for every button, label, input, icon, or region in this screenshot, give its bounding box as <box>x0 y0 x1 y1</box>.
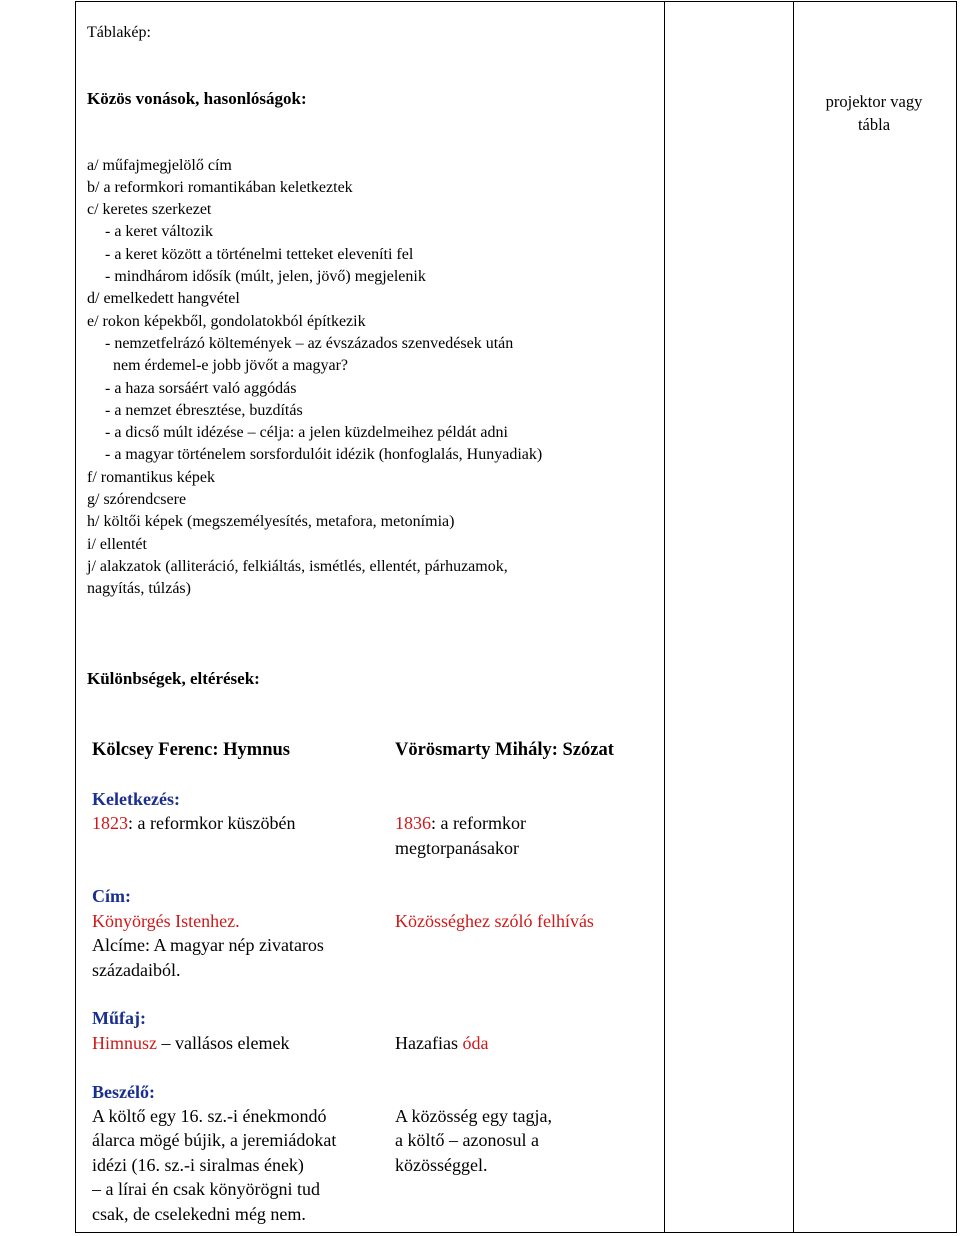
right-mufaj-text: Hazafias <box>395 1032 463 1053</box>
right-beszelo-line: a költő – azonosul a <box>395 1130 539 1151</box>
right-beszelo-line: közösséggel. <box>395 1154 488 1175</box>
left-beszelo-line: – a lírai én csak könyörögni tud <box>92 1179 320 1200</box>
left-mufaj <box>92 1031 392 1055</box>
list-item: h/ költői képek (megszemélyesítés, metafora, metonímia) <box>87 513 455 531</box>
side-note <box>800 90 948 136</box>
right-mufaj <box>395 1031 665 1055</box>
main-column <box>87 22 657 690</box>
list-item: - mindhárom idősík (múlt, jelen, jövő) megjelenik <box>105 268 426 286</box>
list-item: nagyítás, túlzás) <box>87 580 191 598</box>
beszelo-label: Beszélő: <box>92 1081 155 1102</box>
left-beszelo-line: A költő egy 16. sz.-i énekmondó <box>92 1106 327 1127</box>
right-keletkezes-text: : a reformkor <box>431 813 526 834</box>
list-item: i/ ellentét <box>87 535 147 553</box>
left-keletkezes <box>92 811 392 835</box>
list-item: g/ szórendcsere <box>87 491 187 509</box>
left-cim-subtitle: Alcíme: A magyar nép zivataros <box>92 935 324 956</box>
mufaj-label: Műfaj: <box>92 1008 146 1029</box>
list-item: nem érdemel-e jobb jövőt a magyar? <box>113 357 349 375</box>
left-cim-subtitle-cont: századaiból. <box>92 959 181 980</box>
left-keletkezes-text: : a reformkor küszöbén <box>128 813 296 834</box>
left-beszelo-line: idézi (16. sz.-i siralmas ének) <box>92 1154 304 1175</box>
right-mufaj-genre: óda <box>462 1032 489 1053</box>
right-keletkezes-cont: megtorpanásakor <box>395 837 519 858</box>
side-note-line: tábla <box>857 115 891 134</box>
keletkezes-label: Keletkezés: <box>92 788 180 809</box>
left-beszelo-line: csak, de cselekedni még nem. <box>92 1203 306 1224</box>
list-item: a/ műfajmegjelölő cím <box>87 156 232 174</box>
left-mufaj-rest: – vallásos elemek <box>157 1032 290 1053</box>
right-cim: Közösséghez szóló felhívás <box>395 910 594 931</box>
right-keletkezes-year: 1836 <box>395 813 431 834</box>
list-item: c/ keretes szerkezet <box>87 201 212 219</box>
list-item: - a magyar történelem sorsfordulóit idézik (honfoglalás, Hunyadiak) <box>105 446 543 464</box>
common-list <box>87 155 657 601</box>
differences-heading: Különbségek, eltérések: <box>87 668 260 688</box>
list-item: - a keret változik <box>105 223 213 241</box>
comparison-right-column <box>395 738 665 1177</box>
cim-label: Cím: <box>92 886 131 907</box>
list-item: d/ emelkedett hangvétel <box>87 290 240 308</box>
page-title: Táblakép: <box>87 24 151 41</box>
list-item: - nemzetfelrázó költemények – az évszázados szenvedések után <box>105 334 514 352</box>
right-keletkezes <box>395 811 665 835</box>
list-item: - a dicső múlt idézése – célja: a jelen küzdelmeihez példát adni <box>105 424 508 442</box>
left-beszelo-line: álarca mögé bújik, a jeremiádokat <box>92 1130 337 1151</box>
side-note-line: projektor vagy <box>825 92 923 111</box>
right-beszelo-line: A közösség egy tagja, <box>395 1105 552 1126</box>
right-column-title: Vörösmarty Mihály: Szózat <box>395 740 614 760</box>
left-mufaj-genre: Himnusz <box>92 1032 157 1053</box>
list-item: b/ a reformkori romantikában keletkeztek <box>87 178 353 196</box>
comparison-left-column <box>92 738 392 1226</box>
list-item: - a haza sorsáért való aggódás <box>105 379 297 397</box>
list-item: j/ alakzatok (alliteráció, felkiáltás, ismétlés, ellentét, párhuzamok, <box>87 557 508 575</box>
left-keletkezes-year: 1823 <box>92 813 128 834</box>
list-item: - a keret között a történelmi tetteket eleveníti fel <box>105 245 414 263</box>
left-cim-title: Könyörgés Istenhez. <box>92 910 240 931</box>
list-item: - a nemzet ébresztése, buzdítás <box>105 401 303 419</box>
list-item: f/ romantikus képek <box>87 468 215 486</box>
column-divider-2 <box>793 1 794 1233</box>
left-column-title: Kölcsey Ferenc: Hymnus <box>92 740 290 760</box>
common-heading: Közös vonások, hasonlóságok: <box>87 89 307 109</box>
list-item: e/ rokon képekből, gondolatokból építkezik <box>87 312 366 330</box>
